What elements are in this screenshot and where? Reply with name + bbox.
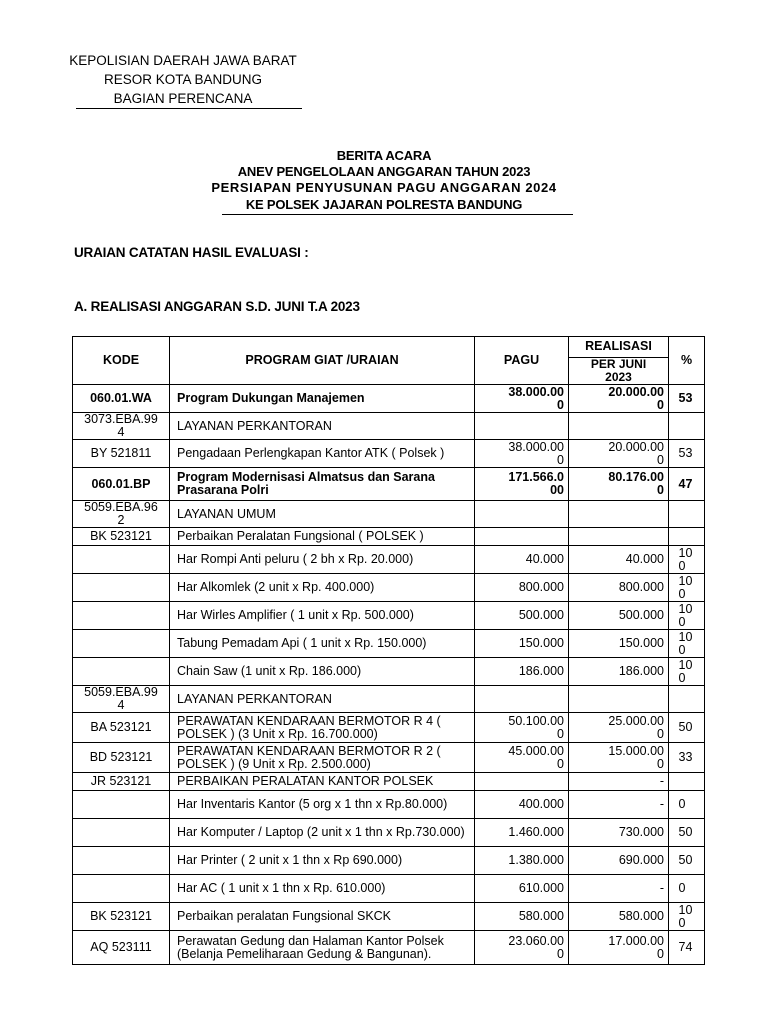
col-header-program: PROGRAM GIAT /URAIAN (170, 337, 475, 385)
row-uraian: LAYANAN UMUM (170, 501, 475, 528)
row-pagu (475, 931, 569, 965)
table-row (73, 847, 705, 875)
row-pct (669, 819, 705, 847)
row-kode (73, 440, 170, 468)
row-pagu (475, 743, 569, 773)
row-pagu-value: 1.380.000 (508, 853, 564, 867)
row-pagu (475, 791, 569, 819)
row-kode (73, 743, 170, 773)
row-pct (669, 413, 705, 440)
row-pct-value: 100 (678, 573, 693, 601)
row-realisasi-value: 25.000.000 (608, 713, 664, 741)
row-pct-value: 100 (678, 601, 693, 629)
row-realisasi (569, 819, 669, 847)
row-kode-text: JR 523121 (90, 774, 152, 788)
col-header-realisasi (569, 337, 669, 385)
row-pct-value: 50 (678, 825, 693, 839)
row-pct (669, 602, 705, 630)
row-realisasi-value: 730.000 (618, 825, 664, 839)
table-row (73, 468, 705, 501)
row-realisasi (569, 773, 669, 791)
row-pct-value: 100 (678, 545, 693, 573)
row-kode-text: 3073.EBA.994 (84, 412, 158, 439)
row-pagu (475, 847, 569, 875)
row-pct (669, 791, 705, 819)
row-kode-text: BK 523121 (90, 529, 152, 543)
row-pct-value: 100 (678, 657, 693, 685)
row-pct (669, 546, 705, 574)
row-realisasi-value: 580.000 (618, 909, 664, 923)
row-kode-text: 060.01.WA (90, 391, 152, 405)
row-realisasi (569, 791, 669, 819)
doc-title: BERITA ACARA (336, 148, 432, 163)
row-pagu (475, 528, 569, 546)
row-realisasi-value: 800.000 (618, 580, 664, 594)
row-realisasi-value: - (659, 774, 664, 788)
row-pct-value: 33 (678, 750, 693, 764)
row-kode (73, 501, 170, 528)
row-uraian: LAYANAN PERKANTORAN (170, 413, 475, 440)
row-pct-value: 74 (678, 940, 693, 954)
row-kode-text: BA 523121 (90, 720, 152, 734)
row-pagu-value: 50.100.000 (508, 713, 564, 741)
row-uraian: Har Rompi Anti peluru ( 2 bh x Rp. 20.000) (170, 546, 475, 574)
row-uraian: Har Wirles Amplifier ( 1 unit x Rp. 500.000) (170, 602, 475, 630)
row-pct (669, 875, 705, 903)
section-uraian-heading: URAIAN CATATAN HASIL EVALUASI : (74, 245, 309, 260)
row-pagu (475, 468, 569, 501)
row-pct-value: 50 (678, 853, 693, 867)
row-kode-text: 5059.EBA.962 (84, 500, 158, 527)
row-uraian: Program Modernisasi Almatsus dan Sarana Prasarana Polri (170, 468, 475, 501)
row-realisasi-value: 20.000.000 (608, 384, 664, 412)
table-row (73, 819, 705, 847)
row-pagu (475, 658, 569, 686)
row-kode (73, 385, 170, 413)
row-kode (73, 819, 170, 847)
row-uraian: Har Inventaris Kantor (5 org x 1 thn x Rp.80.000) (170, 791, 475, 819)
row-realisasi-value: 500.000 (618, 608, 664, 622)
row-kode-text: BK 523121 (90, 909, 152, 923)
row-kode (73, 773, 170, 791)
col-header-pct: % (669, 337, 705, 385)
row-pct (669, 743, 705, 773)
row-pagu (475, 686, 569, 713)
row-kode (73, 686, 170, 713)
row-pct (669, 773, 705, 791)
col-header-realisasi-top: REALISASI (569, 337, 668, 358)
row-uraian: Pengadaan Perlengkapan Kantor ATK ( Polsek ) (170, 440, 475, 468)
row-realisasi (569, 686, 669, 713)
row-pct (669, 440, 705, 468)
row-kode-text: AQ 523111 (90, 940, 152, 954)
row-pagu-value: 38.000.000 (508, 384, 564, 412)
table-row (73, 413, 705, 440)
row-pagu-value: 610.000 (518, 881, 564, 895)
table-row (73, 630, 705, 658)
row-pagu (475, 875, 569, 903)
row-pct (669, 501, 705, 528)
row-pagu (475, 819, 569, 847)
row-kode (73, 847, 170, 875)
row-pct-value: 53 (678, 391, 693, 405)
row-kode (73, 468, 170, 501)
table-row (73, 875, 705, 903)
budget-table (72, 336, 705, 965)
org-name: KEPOLISIAN DAERAH JAWA BARAT (69, 53, 297, 68)
row-pagu-value: 580.000 (518, 909, 564, 923)
row-realisasi-value: - (659, 797, 664, 811)
row-uraian: PERBAIKAN PERALATAN KANTOR POLSEK (170, 773, 475, 791)
row-uraian: Har Komputer / Laptop (2 unit x 1 thn x Rp.730.000) (170, 819, 475, 847)
row-realisasi (569, 385, 669, 413)
row-kode (73, 602, 170, 630)
table-row (73, 602, 705, 630)
row-uraian: PERAWATAN KENDARAAN BERMOTOR R 2 ( POLSEK ) (9 Unit x Rp. 2.500.000) (170, 743, 475, 773)
row-pct-value: 53 (678, 446, 693, 460)
row-realisasi-value: 150.000 (618, 636, 664, 650)
table-row (73, 903, 705, 931)
row-realisasi-value: - (659, 881, 664, 895)
row-pagu-value: 40.000 (525, 552, 564, 566)
table-row (73, 440, 705, 468)
row-realisasi (569, 847, 669, 875)
row-realisasi (569, 546, 669, 574)
row-pagu-value: 45.000.000 (508, 743, 564, 771)
row-kode (73, 546, 170, 574)
row-realisasi (569, 903, 669, 931)
col-header-realisasi-bottom: PER JUNI 2023 (590, 357, 647, 384)
table-row (73, 686, 705, 713)
table-row (73, 791, 705, 819)
table-row (73, 743, 705, 773)
row-pct (669, 931, 705, 965)
row-realisasi-value: 186.000 (618, 664, 664, 678)
row-pagu-value: 800.000 (518, 580, 564, 594)
row-pct-value: 50 (678, 720, 693, 734)
row-kode (73, 528, 170, 546)
section-a-heading: A. REALISASI ANGGARAN S.D. JUNI T.A 2023 (74, 299, 360, 314)
row-pct (669, 903, 705, 931)
row-realisasi (569, 468, 669, 501)
row-pct (669, 847, 705, 875)
doc-subtitle-3: KE POLSEK JAJARAN POLRESTA BANDUNG (245, 197, 523, 212)
row-realisasi (569, 501, 669, 528)
row-kode (73, 574, 170, 602)
row-realisasi-value: 17.000.000 (608, 933, 664, 961)
row-uraian: Har Alkomlek (2 unit x Rp. 400.000) (170, 574, 475, 602)
doc-subtitle-2: PERSIAPAN PENYUSUNAN PAGU ANGGARAN 2024 (211, 180, 557, 195)
row-pct (669, 528, 705, 546)
row-realisasi (569, 743, 669, 773)
row-kode (73, 903, 170, 931)
row-pct (669, 658, 705, 686)
row-uraian: Perbaikan peralatan Fungsional SKCK (170, 903, 475, 931)
row-pagu (475, 773, 569, 791)
row-kode-text: 060.01.BP (91, 476, 151, 491)
table-row (73, 931, 705, 965)
row-kode (73, 713, 170, 743)
row-pagu (475, 602, 569, 630)
row-pagu (475, 574, 569, 602)
row-uraian: Tabung Pemadam Api ( 1 unit x Rp. 150.000) (170, 630, 475, 658)
row-pagu (475, 440, 569, 468)
org-unit: RESOR KOTA BANDUNG (103, 72, 263, 87)
row-realisasi (569, 931, 669, 965)
row-pct-value: 47 (678, 476, 693, 491)
row-pct (669, 630, 705, 658)
row-kode (73, 931, 170, 965)
table-row (73, 773, 705, 791)
row-kode (73, 413, 170, 440)
row-realisasi (569, 440, 669, 468)
row-kode (73, 875, 170, 903)
row-pct-value: 100 (678, 902, 693, 930)
col-header-kode: KODE (73, 337, 170, 385)
col-header-pagu: PAGU (475, 337, 569, 385)
row-kode (73, 791, 170, 819)
row-pct (669, 574, 705, 602)
table-row (73, 501, 705, 528)
row-realisasi-value: 15.000.000 (608, 743, 664, 771)
row-pagu (475, 903, 569, 931)
doc-subtitle: ANEV PENGELOLAAN ANGGARAN TAHUN 2023 (237, 164, 531, 179)
row-pagu-value: 500.000 (518, 608, 564, 622)
title-divider (222, 214, 573, 215)
row-realisasi (569, 875, 669, 903)
row-pct-value: 0 (678, 797, 686, 811)
row-realisasi-value: 20.000.000 (608, 439, 664, 467)
row-pagu-value: 171.566.000 (508, 470, 564, 497)
table-row (73, 546, 705, 574)
row-kode (73, 658, 170, 686)
row-realisasi (569, 574, 669, 602)
row-realisasi (569, 413, 669, 440)
row-realisasi (569, 602, 669, 630)
row-kode-text: BY 521811 (90, 446, 152, 460)
row-kode-text: 5059.EBA.994 (84, 685, 158, 712)
row-pagu (475, 501, 569, 528)
row-kode-text: BD 523121 (89, 750, 153, 764)
row-uraian: LAYANAN PERKANTORAN (170, 686, 475, 713)
row-uraian: PERAWATAN KENDARAAN BERMOTOR R 4 ( POLSEK ) (3 Unit x Rp. 16.700.000) (170, 713, 475, 743)
row-pagu-value: 23.060.000 (508, 933, 564, 961)
row-uraian: Perawatan Gedung dan Halaman Kantor Polsek (Belanja Pemeliharaan Gedung & Bangunan). (170, 931, 475, 965)
row-realisasi (569, 528, 669, 546)
row-pct-value: 100 (678, 629, 693, 657)
row-uraian: Chain Saw (1 unit x Rp. 186.000) (170, 658, 475, 686)
row-pagu (475, 546, 569, 574)
row-uraian: Program Dukungan Manajemen (170, 385, 475, 413)
row-pct (669, 468, 705, 501)
row-pct (669, 385, 705, 413)
header-divider (76, 108, 302, 109)
table-row (73, 385, 705, 413)
row-realisasi (569, 630, 669, 658)
row-realisasi-value: 80.176.000 (608, 470, 664, 497)
row-uraian: Har AC ( 1 unit x 1 thn x Rp. 610.000) (170, 875, 475, 903)
row-kode (73, 630, 170, 658)
row-pct-value: 0 (678, 881, 686, 895)
row-realisasi (569, 658, 669, 686)
table-row (73, 658, 705, 686)
row-pagu-value: 400.000 (518, 797, 564, 811)
row-pagu (475, 713, 569, 743)
row-pct (669, 713, 705, 743)
row-realisasi (569, 713, 669, 743)
row-pagu (475, 630, 569, 658)
row-pagu-value: 150.000 (518, 636, 564, 650)
row-pagu-value: 1.460.000 (508, 825, 564, 839)
row-realisasi-value: 40.000 (625, 552, 664, 566)
row-pagu (475, 413, 569, 440)
table-row (73, 713, 705, 743)
row-pagu (475, 385, 569, 413)
table-row (73, 574, 705, 602)
table-row (73, 528, 705, 546)
row-pagu-value: 38.000.000 (508, 439, 564, 467)
row-pagu-value: 186.000 (518, 664, 564, 678)
row-uraian: Perbaikan Peralatan Fungsional ( POLSEK ) (170, 528, 475, 546)
row-uraian: Har Printer ( 2 unit x 1 thn x Rp 690.000) (170, 847, 475, 875)
row-pct (669, 686, 705, 713)
org-division: BAGIAN PERENCANA (113, 91, 253, 106)
row-realisasi-value: 690.000 (618, 853, 664, 867)
